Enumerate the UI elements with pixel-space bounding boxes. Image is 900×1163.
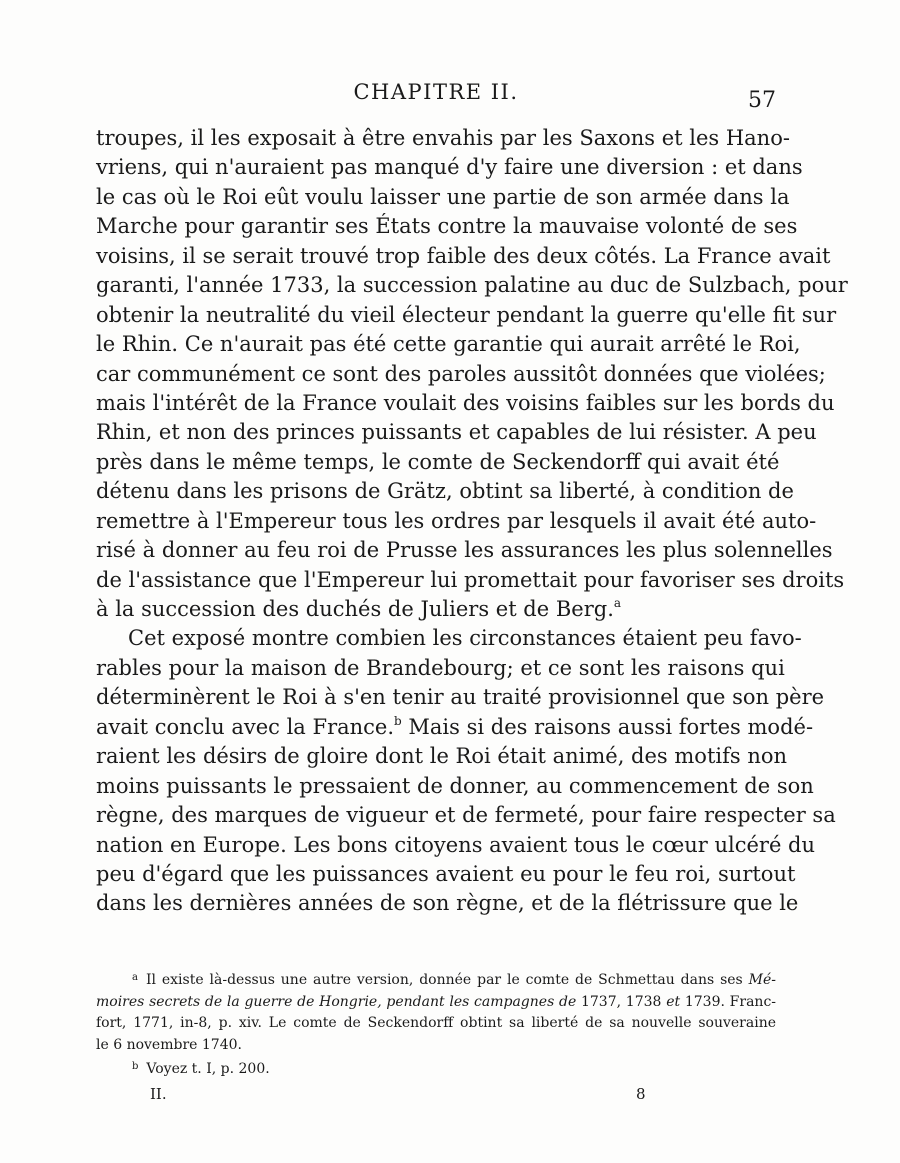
chapter-title: CHAPITRE II. (353, 80, 519, 104)
text-line: Rhin, et non des princes puissants et capables de lui résister. A peu (96, 420, 817, 445)
text-line: risé à donner au feu roi de Prusse les assurances les plus solennelles (96, 538, 833, 563)
footnote-italic: moires secrets de la guerre de Hongrie, pendant les campagnes de (96, 993, 581, 1010)
text-line: troupes, il les exposait à être envahis par les Saxons et les Hano- (96, 126, 790, 150)
footnote-b (96, 1056, 776, 1081)
footnote-text: 1739. Franc- (680, 993, 777, 1010)
running-head (96, 80, 776, 116)
footnote-text: Il existe là-dessus une autre version, donnée par le comte de Schmettau dans ses (145, 972, 749, 988)
text-line: nation en Europe. Les bons citoyens avaient tous le cœur ulcéré du (96, 832, 816, 857)
text-span: à la succession des duchés de Juliers et de Berg. (96, 597, 614, 621)
footnote-italic: et (666, 993, 681, 1010)
footnote-text: Voyez t. I, p. 200. (146, 1061, 270, 1077)
main-text (96, 124, 848, 919)
text-line (96, 713, 814, 742)
text-line: le cas où le Roi eût voulu laisser une partie de son armée dans la (96, 184, 790, 209)
page-number: 57 (748, 88, 776, 113)
footnote-line: le 6 novembre 1740. (96, 1036, 242, 1053)
footnote-ref-a[interactable]: a (613, 596, 622, 610)
text-line: remettre à l'Empereur tous les ordres par lesquels il avait été auto- (96, 508, 817, 533)
text-line: le Rhin. Ce n'aurait pas été cette garantie qui aurait arrêté le Roi, (96, 332, 801, 357)
footnote-line (96, 992, 776, 1014)
text-line: Marche pour garantir ses États contre la mauvaise volonté de ses (96, 214, 798, 239)
text-line: déterminèrent le Roi à s'en tenir au traité provisionnel que son père (96, 685, 825, 710)
volume-signature: II. (150, 1085, 167, 1103)
text-line: détenu dans les prisons de Grätz, obtint sa liberté, à condition de (96, 479, 794, 504)
text-line: mais l'intérêt de la France voulait des voisins faibles sur les bords du (96, 390, 835, 415)
footnote-italic: Mé- (748, 972, 776, 988)
footnote-marker: a (132, 972, 138, 983)
text-line: raient les désirs de gloire dont le Roi était animé, des motifs non (96, 744, 788, 769)
text-span: Mais si des raisons aussi fortes modé- (401, 714, 814, 739)
footnote-ref-b[interactable]: b (394, 713, 402, 728)
text-line: peu d'égard que les puissances avaient eu pour le feu roi, surtout (96, 861, 796, 886)
text-line: moins puissants le pressaient de donner, au commencement de son (96, 773, 814, 798)
footnote-a (96, 967, 776, 992)
text-line: vriens, qui n'auraient pas manqué d'y faire une diversion : et dans (96, 155, 803, 180)
text-line: de l'assistance que l'Empereur lui promettait pour favoriser ses droits (96, 567, 845, 592)
text-line: rables pour la maison de Brandebourg; et ce sont les raisons qui (96, 655, 785, 680)
sheet-number: 8 (636, 1085, 646, 1103)
text-line: règne, des marques de vigueur et de fermeté, pour faire respecter sa (96, 803, 836, 828)
text-line: voisins, il se serait trouvé trop faible des deux côtés. La France avait (96, 243, 831, 268)
text-line: garanti, l'année 1733, la succession palatine au duc de Sulzbach, pour (96, 273, 848, 298)
text-line: dans les dernières années de son règne, et de la flétrissure que le (96, 891, 799, 916)
footnote-line: fort, 1771, in-8, p. xiv. Le comte de Seckendorff obtint sa liberté de sa nouvelle souveraine (96, 1015, 776, 1031)
footnote-text: 1737, 1738 (580, 993, 667, 1010)
footnotes (96, 967, 776, 1081)
text-line (96, 595, 776, 624)
text-line: car communément ce sont des paroles aussitôt données que violées; (96, 361, 826, 386)
page-foot (150, 1085, 650, 1109)
paragraph-first-line: Cet exposé montre combien les circonstances étaient peu favo- (128, 626, 802, 651)
text-line: près dans le même temps, le comte de Seckendorff qui avait été (96, 449, 780, 474)
text-line: obtenir la neutralité du vieil électeur pendant la guerre qu'elle fit sur (96, 302, 837, 327)
footnote-marker: b (132, 1061, 139, 1072)
text-span: avait conclu avec la France. (96, 714, 395, 739)
